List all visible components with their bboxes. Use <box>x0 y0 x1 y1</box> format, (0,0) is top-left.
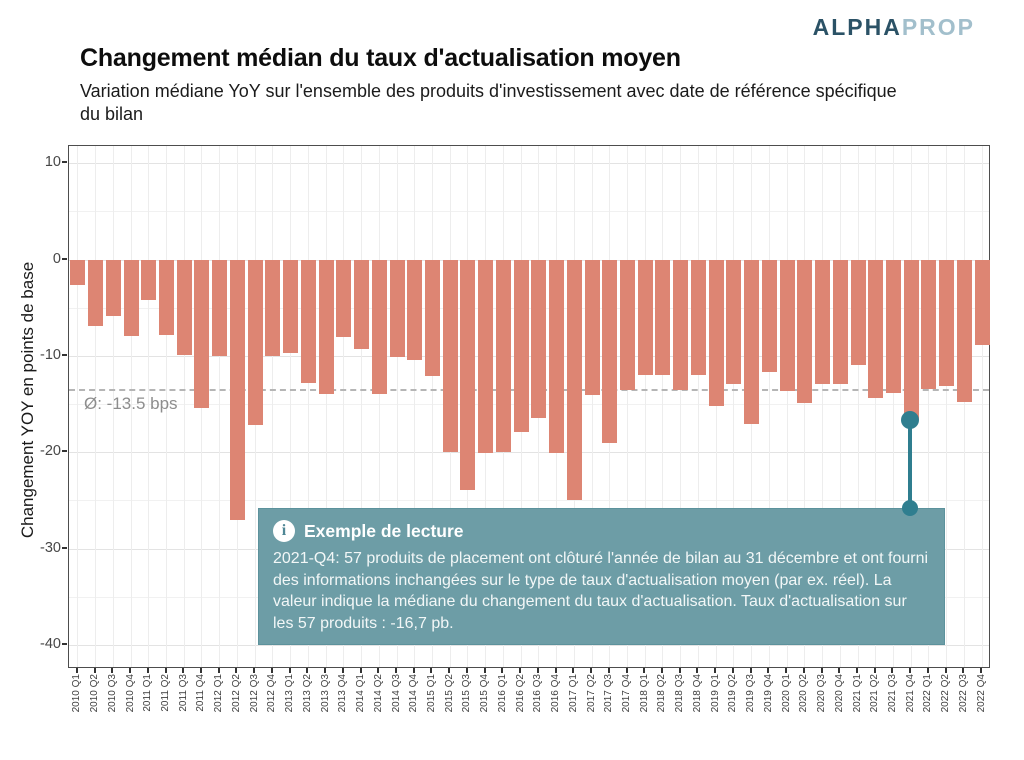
x-axis-label: 2019 Q2 <box>727 674 739 713</box>
bar <box>159 260 174 335</box>
x-axis-label: 2021 Q2 <box>869 674 881 713</box>
bar <box>283 260 298 353</box>
bar <box>319 260 334 395</box>
x-axis-label: 2016 Q3 <box>532 674 544 713</box>
x-tick-mark <box>874 668 876 673</box>
x-axis-label: 2012 Q2 <box>230 674 242 713</box>
x-axis-label: 2020 Q2 <box>798 674 810 713</box>
major-gridline <box>69 452 989 453</box>
x-axis-label: 2016 Q1 <box>496 674 508 713</box>
bar <box>141 260 156 300</box>
bar <box>797 260 812 404</box>
x-tick-mark <box>501 668 503 673</box>
bar <box>549 260 564 454</box>
x-axis-label: 2015 Q3 <box>461 674 473 713</box>
x-tick-mark <box>519 668 521 673</box>
y-axis-title: Changement YOY en points de base <box>18 261 37 539</box>
bar <box>230 260 245 520</box>
bar <box>744 260 759 425</box>
major-gridline <box>69 163 989 164</box>
bar <box>957 260 972 403</box>
x-tick-mark <box>962 668 964 673</box>
vertical-gridline <box>77 146 78 667</box>
x-axis-label: 2019 Q4 <box>762 674 774 713</box>
x-tick-mark <box>767 668 769 673</box>
vertical-gridline <box>946 146 947 667</box>
x-axis-label: 2022 Q4 <box>975 674 987 713</box>
bar <box>815 260 830 384</box>
x-tick-mark <box>200 668 202 673</box>
x-tick-mark <box>165 668 167 673</box>
bar <box>868 260 883 399</box>
vertical-gridline <box>184 146 185 667</box>
highlight-dot-top <box>901 411 919 429</box>
bar <box>336 260 351 337</box>
x-axis-label: 2014 Q4 <box>408 674 420 713</box>
x-tick-mark <box>803 668 805 673</box>
x-tick-mark <box>909 668 911 673</box>
alphaprop-logo <box>813 14 975 41</box>
bar <box>496 260 511 453</box>
x-axis-label: 2011 Q3 <box>177 674 189 712</box>
x-tick-mark <box>785 668 787 673</box>
x-tick-mark <box>696 668 698 673</box>
major-gridline <box>69 645 989 646</box>
x-tick-mark <box>679 668 681 673</box>
x-tick-mark <box>94 668 96 673</box>
x-tick-mark <box>555 668 557 673</box>
x-axis-label: 2018 Q2 <box>656 674 668 713</box>
x-axis-label: 2010 Q4 <box>124 674 136 713</box>
x-tick-mark <box>147 668 149 673</box>
x-axis-label: 2017 Q2 <box>585 674 597 713</box>
bar <box>460 260 475 490</box>
x-axis-label: 2015 Q1 <box>425 674 437 713</box>
x-tick-mark <box>360 668 362 673</box>
x-axis-label: 2021 Q1 <box>851 674 863 713</box>
x-tick-mark <box>76 668 78 673</box>
annotation-header <box>273 520 930 542</box>
bar <box>372 260 387 395</box>
bar <box>88 260 103 326</box>
bar <box>904 260 919 421</box>
x-axis-label: 2021 Q3 <box>886 674 898 713</box>
bar <box>265 260 280 356</box>
logo-part-alpha: ALPHA <box>812 14 902 40</box>
minor-gridline <box>69 211 989 212</box>
x-tick-mark <box>750 668 752 673</box>
bar <box>655 260 670 376</box>
y-tick-label: -30 <box>40 539 61 556</box>
x-tick-mark <box>714 668 716 673</box>
bar <box>726 260 741 384</box>
x-axis-label: 2019 Q1 <box>709 674 721 713</box>
x-tick-mark <box>235 668 237 673</box>
x-tick-mark <box>182 668 184 673</box>
x-tick-mark <box>537 668 539 673</box>
highlight-leader-line <box>908 420 912 508</box>
bar <box>425 260 440 377</box>
bar <box>567 260 582 501</box>
x-tick-mark <box>945 668 947 673</box>
bar <box>531 260 546 418</box>
mean-line-label: Ø: -13.5 bps <box>84 393 178 413</box>
bar <box>833 260 848 384</box>
x-axis-label: 2020 Q3 <box>816 674 828 713</box>
x-axis-label: 2022 Q3 <box>957 674 969 713</box>
x-axis-label: 2011 Q1 <box>142 674 154 712</box>
x-tick-mark <box>253 668 255 673</box>
y-tick-mark <box>62 450 67 452</box>
x-axis-label: 2012 Q3 <box>248 674 260 713</box>
y-tick-label: -40 <box>40 635 61 652</box>
bar <box>443 260 458 453</box>
y-tick-label: 10 <box>44 154 61 171</box>
x-axis-label: 2016 Q4 <box>550 674 562 713</box>
y-tick-label: -20 <box>40 443 61 460</box>
bar <box>70 260 85 285</box>
x-axis-label: 2010 Q1 <box>71 674 83 713</box>
x-axis-label: 2015 Q2 <box>443 674 455 713</box>
x-tick-mark <box>732 668 734 673</box>
x-tick-mark <box>891 668 893 673</box>
x-axis-label: 2013 Q1 <box>284 674 296 713</box>
chart-title: Changement médian du taux d'actualisation moyen <box>80 44 681 72</box>
bar <box>638 260 653 376</box>
x-axis-label: 2016 Q2 <box>514 674 526 713</box>
x-tick-mark <box>218 668 220 673</box>
x-axis-label: 2012 Q1 <box>213 674 225 713</box>
x-tick-mark <box>856 668 858 673</box>
chart-subtitle: Variation médiane YoY sur l'ensemble des produits d'investissement avec date de référence spécifique du bilan <box>80 81 897 124</box>
bar <box>478 260 493 454</box>
x-axis-label: 2017 Q3 <box>603 674 615 713</box>
x-tick-mark <box>111 668 113 673</box>
bar <box>124 260 139 336</box>
bar <box>975 260 990 346</box>
x-tick-mark <box>377 668 379 673</box>
x-tick-mark <box>466 668 468 673</box>
y-tick-label: 0 <box>52 250 61 267</box>
x-tick-mark <box>342 668 344 673</box>
bar <box>354 260 369 350</box>
x-tick-mark <box>271 668 273 673</box>
x-tick-mark <box>661 668 663 673</box>
bar <box>851 260 866 365</box>
bar <box>691 260 706 376</box>
x-tick-mark <box>821 668 823 673</box>
x-tick-mark <box>129 668 131 673</box>
bar <box>212 260 227 356</box>
x-tick-mark <box>838 668 840 673</box>
x-axis-label: 2015 Q4 <box>479 674 491 713</box>
bar <box>921 260 936 389</box>
info-icon: i <box>273 520 295 542</box>
bar <box>585 260 600 396</box>
bar <box>194 260 209 408</box>
x-axis-label: 2019 Q3 <box>745 674 757 713</box>
x-axis-label: 2021 Q4 <box>904 674 916 713</box>
x-tick-mark <box>289 668 291 673</box>
annotation-box <box>258 508 945 645</box>
bar <box>709 260 724 406</box>
vertical-gridline <box>964 146 965 667</box>
x-axis-label: 2011 Q2 <box>160 674 172 712</box>
x-axis-label: 2018 Q3 <box>674 674 686 713</box>
x-tick-mark <box>980 668 982 673</box>
vertical-gridline <box>219 146 220 667</box>
x-axis-label: 2022 Q1 <box>922 674 934 713</box>
x-axis-label: 2014 Q2 <box>372 674 384 713</box>
x-axis-label: 2012 Q4 <box>266 674 278 713</box>
x-tick-mark <box>608 668 610 673</box>
x-axis-label: 2022 Q2 <box>940 674 952 713</box>
x-axis-label: 2014 Q3 <box>390 674 402 713</box>
logo-part-prop: PROP <box>901 14 975 40</box>
y-tick-mark <box>62 161 67 163</box>
x-tick-mark <box>572 668 574 673</box>
x-tick-mark <box>927 668 929 673</box>
annotation-body: 2021-Q4: 57 produits de placement ont clôturé l'année de bilan au 31 décembre et ont fourni des informations inchangées sur le type de taux d'actualisation moyen (par ex. réel). La valeur indique la médiane du changement du taux d'actualisation. Taux d'actualisation sur les 57 produits : -16,7 pb. <box>273 550 929 632</box>
x-axis-label: 2020 Q1 <box>780 674 792 713</box>
bar <box>673 260 688 390</box>
x-axis-label: 2010 Q3 <box>106 674 118 713</box>
x-axis-label: 2018 Q1 <box>638 674 650 713</box>
bar <box>301 260 316 383</box>
x-axis-label: 2010 Q2 <box>89 674 101 713</box>
bar <box>248 260 263 426</box>
y-tick-mark <box>62 258 67 260</box>
minor-gridline <box>69 500 989 501</box>
x-axis-label: 2013 Q2 <box>301 674 313 713</box>
x-axis-label: 2018 Q4 <box>691 674 703 713</box>
bar <box>514 260 529 432</box>
annotation-title: Exemple de lecture <box>304 520 464 541</box>
x-tick-mark <box>484 668 486 673</box>
x-axis-label: 2013 Q4 <box>337 674 349 713</box>
bar <box>106 260 121 317</box>
vertical-gridline <box>982 146 983 667</box>
x-tick-mark <box>413 668 415 673</box>
x-axis-label: 2014 Q1 <box>355 674 367 713</box>
x-tick-mark <box>643 668 645 673</box>
x-axis-label: 2017 Q1 <box>567 674 579 713</box>
bar <box>390 260 405 357</box>
x-tick-mark <box>395 668 397 673</box>
x-axis-label: 2020 Q4 <box>833 674 845 713</box>
y-tick-mark <box>62 354 67 356</box>
x-axis-label: 2017 Q4 <box>621 674 633 713</box>
bar <box>407 260 422 360</box>
x-tick-mark <box>306 668 308 673</box>
x-tick-mark <box>626 668 628 673</box>
x-tick-mark <box>448 668 450 673</box>
x-axis-label: 2013 Q3 <box>319 674 331 713</box>
x-axis-label: 2011 Q4 <box>195 674 207 712</box>
x-tick-mark <box>324 668 326 673</box>
bar <box>620 260 635 390</box>
x-tick-mark <box>430 668 432 673</box>
y-tick-label: -10 <box>40 346 61 363</box>
bar <box>177 260 192 355</box>
y-tick-mark <box>62 547 67 549</box>
y-tick-mark <box>62 643 67 645</box>
bar <box>939 260 954 386</box>
bar <box>780 260 795 391</box>
bar <box>762 260 777 373</box>
bar <box>602 260 617 443</box>
bar <box>886 260 901 393</box>
x-tick-mark <box>590 668 592 673</box>
